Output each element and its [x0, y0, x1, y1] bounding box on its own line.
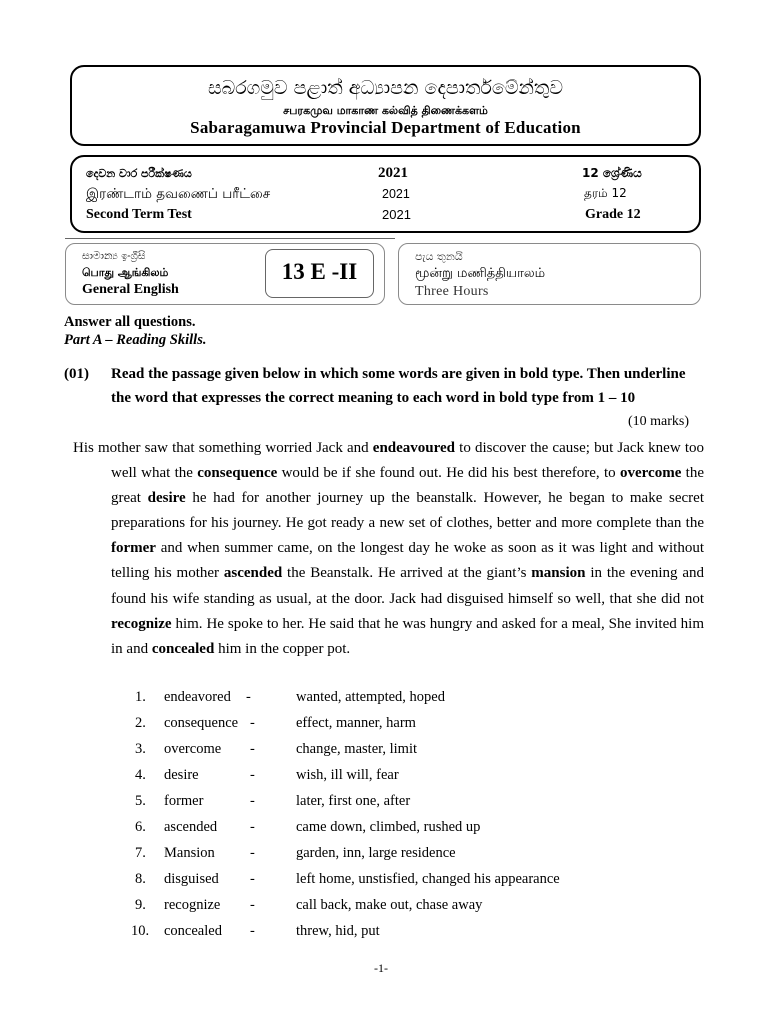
- item-number: 8.: [135, 871, 146, 887]
- term-tamil: இரண்டாம் தவணைப் பரீட்சை: [86, 186, 271, 202]
- item-word: consequence: [164, 715, 239, 731]
- subject-box: [65, 243, 385, 305]
- item-options[interactable]: change, master, limit: [296, 741, 418, 757]
- passage-text: him in the copper pot.: [214, 640, 351, 657]
- item-dash: -: [250, 819, 255, 835]
- bold-word-desire: desire: [147, 490, 186, 507]
- item-dash: -: [250, 923, 255, 939]
- question-number: (01): [64, 366, 89, 382]
- passage-text: him. He spoke to her. He said that he was hungry and asked for a meal, She invited him in and: [111, 615, 704, 657]
- bold-word-ascended: ascended: [223, 565, 283, 582]
- item-number: 7.: [135, 845, 146, 861]
- bold-word-recognize: recognize: [111, 615, 172, 632]
- question-marks: (10 marks): [627, 414, 689, 429]
- term-year-english-row: 2021: [382, 207, 411, 222]
- subject-code-box: [265, 249, 374, 298]
- grade-tamil: தரம் 12: [584, 186, 627, 200]
- item-number: 10.: [131, 923, 150, 939]
- instruction-part-a: Part A – Reading Skills.: [64, 332, 207, 348]
- header-title-tamil: சபரகமுவ மாகாண கல்வித் திணைக்களம்: [283, 104, 488, 117]
- grade-sinhala: 12 ශ්‍රේණිය: [582, 166, 642, 180]
- bold-word-overcome: overcome: [620, 465, 682, 482]
- item-options[interactable]: wanted, attempted, hoped: [296, 689, 445, 705]
- item-word: recognize: [164, 897, 221, 913]
- item-word: former: [164, 793, 204, 809]
- item-options[interactable]: left home, unstisfied, changed his appearance: [296, 871, 560, 887]
- header-title-english: Sabaragamuwa Provincial Department of Education: [190, 118, 581, 137]
- item-dash: -: [250, 845, 255, 861]
- item-word: ascended: [164, 819, 218, 835]
- reading-passage: [73, 436, 705, 662]
- item-word: disguised: [164, 871, 219, 887]
- item-number: 6.: [135, 819, 146, 835]
- item-number: 3.: [135, 741, 146, 757]
- header-box: [70, 65, 701, 146]
- bold-word-endeavoured: endeavoured: [372, 440, 456, 456]
- item-options[interactable]: garden, inn, large residence: [296, 845, 456, 861]
- subject-code: 13 E -II: [281, 259, 358, 284]
- item-dash: -: [246, 689, 251, 705]
- passage-text: to discover the cause; but Jack knew too well what the: [111, 440, 704, 482]
- item-dash: -: [250, 767, 255, 783]
- item-number: 1.: [135, 689, 146, 705]
- passage-text: His mother saw that something worried Jack and: [73, 440, 373, 456]
- item-dash: -: [250, 741, 255, 757]
- item-word: desire: [164, 767, 199, 783]
- instruction-answer-all: Answer all questions.: [64, 314, 196, 330]
- term-year-tamil-row: 2021: [382, 187, 410, 201]
- subject-tamil: பொது ஆங்கிலம்: [82, 266, 169, 279]
- item-options[interactable]: later, first one, after: [296, 793, 411, 809]
- item-options[interactable]: wish, ill will, fear: [296, 767, 399, 783]
- passage-text: in the evening and found his wife standing as usual, at the door. Jack had disguised himself so well, that she did not: [111, 565, 704, 607]
- duration-box: [398, 243, 701, 305]
- term-english: Second Term Test: [86, 207, 192, 222]
- passage-text: the Beanstalk. He arrived at the giant’s: [282, 565, 532, 582]
- passage-text: the great: [111, 465, 705, 507]
- item-options[interactable]: threw, hid, put: [296, 923, 380, 939]
- bold-word-mansion: mansion: [531, 565, 586, 582]
- term-year-sinhala-row: 2021: [378, 165, 408, 181]
- item-number: 4.: [135, 767, 146, 783]
- item-word: overcome: [164, 741, 222, 757]
- grade-english: Grade 12: [585, 207, 641, 222]
- item-options[interactable]: call back, make out, chase away: [296, 897, 483, 913]
- item-word: concealed: [164, 923, 222, 939]
- item-dash: -: [250, 871, 255, 887]
- term-sinhala: දෙවන වාර පරීක්ෂණය: [86, 167, 192, 180]
- header-title-sinhala: සබරගමුව පළාත් අධ්‍යාපන දෙපාර්තමේන්තුව: [207, 77, 564, 99]
- question-text-line1: Read the passage given below in which some words are given in bold type. Then underline: [111, 366, 686, 382]
- passage-text: he had for another journey up the beanstalk. However, he began to make secret preparations for his journey. He got ready a new set of clothes, better and more complete than the: [111, 490, 704, 532]
- page-number: -1-: [374, 961, 388, 975]
- item-number: 2.: [135, 715, 146, 731]
- bold-word-former: former: [111, 540, 156, 557]
- item-number: 9.: [135, 897, 146, 913]
- item-word: endeavored: [164, 689, 231, 705]
- item-dash: -: [250, 897, 255, 913]
- item-word: Mansion: [164, 845, 215, 861]
- item-dash: -: [250, 715, 255, 731]
- subject-english: General English: [82, 282, 179, 297]
- term-box: [70, 155, 701, 233]
- item-options[interactable]: effect, manner, harm: [296, 715, 416, 731]
- item-number: 5.: [135, 793, 146, 809]
- duration-tamil: மூன்று மணித்தியாலம்: [415, 266, 546, 281]
- bold-word-concealed: concealed: [151, 640, 215, 657]
- question-text-line2: the word that expresses the correct meaning to each word in bold type from 1 – 10: [111, 390, 636, 406]
- duration-english: Three Hours: [415, 284, 489, 299]
- passage-text: and when summer came, on the longest day he woke as soon as it was light and without telling his mother: [111, 540, 704, 582]
- subject-sinhala: සාමාන්‍ය ඉංග්‍රීසි: [82, 250, 146, 262]
- item-options[interactable]: came down, climbed, rushed up: [296, 819, 481, 835]
- item-dash: -: [250, 793, 255, 809]
- bold-word-consequence: consequence: [197, 465, 278, 482]
- subject-top-rule: [65, 238, 395, 239]
- duration-sinhala: පැය තුනයි: [415, 250, 463, 263]
- passage-text: would be if she found out. He did his best therefore, to: [277, 465, 620, 482]
